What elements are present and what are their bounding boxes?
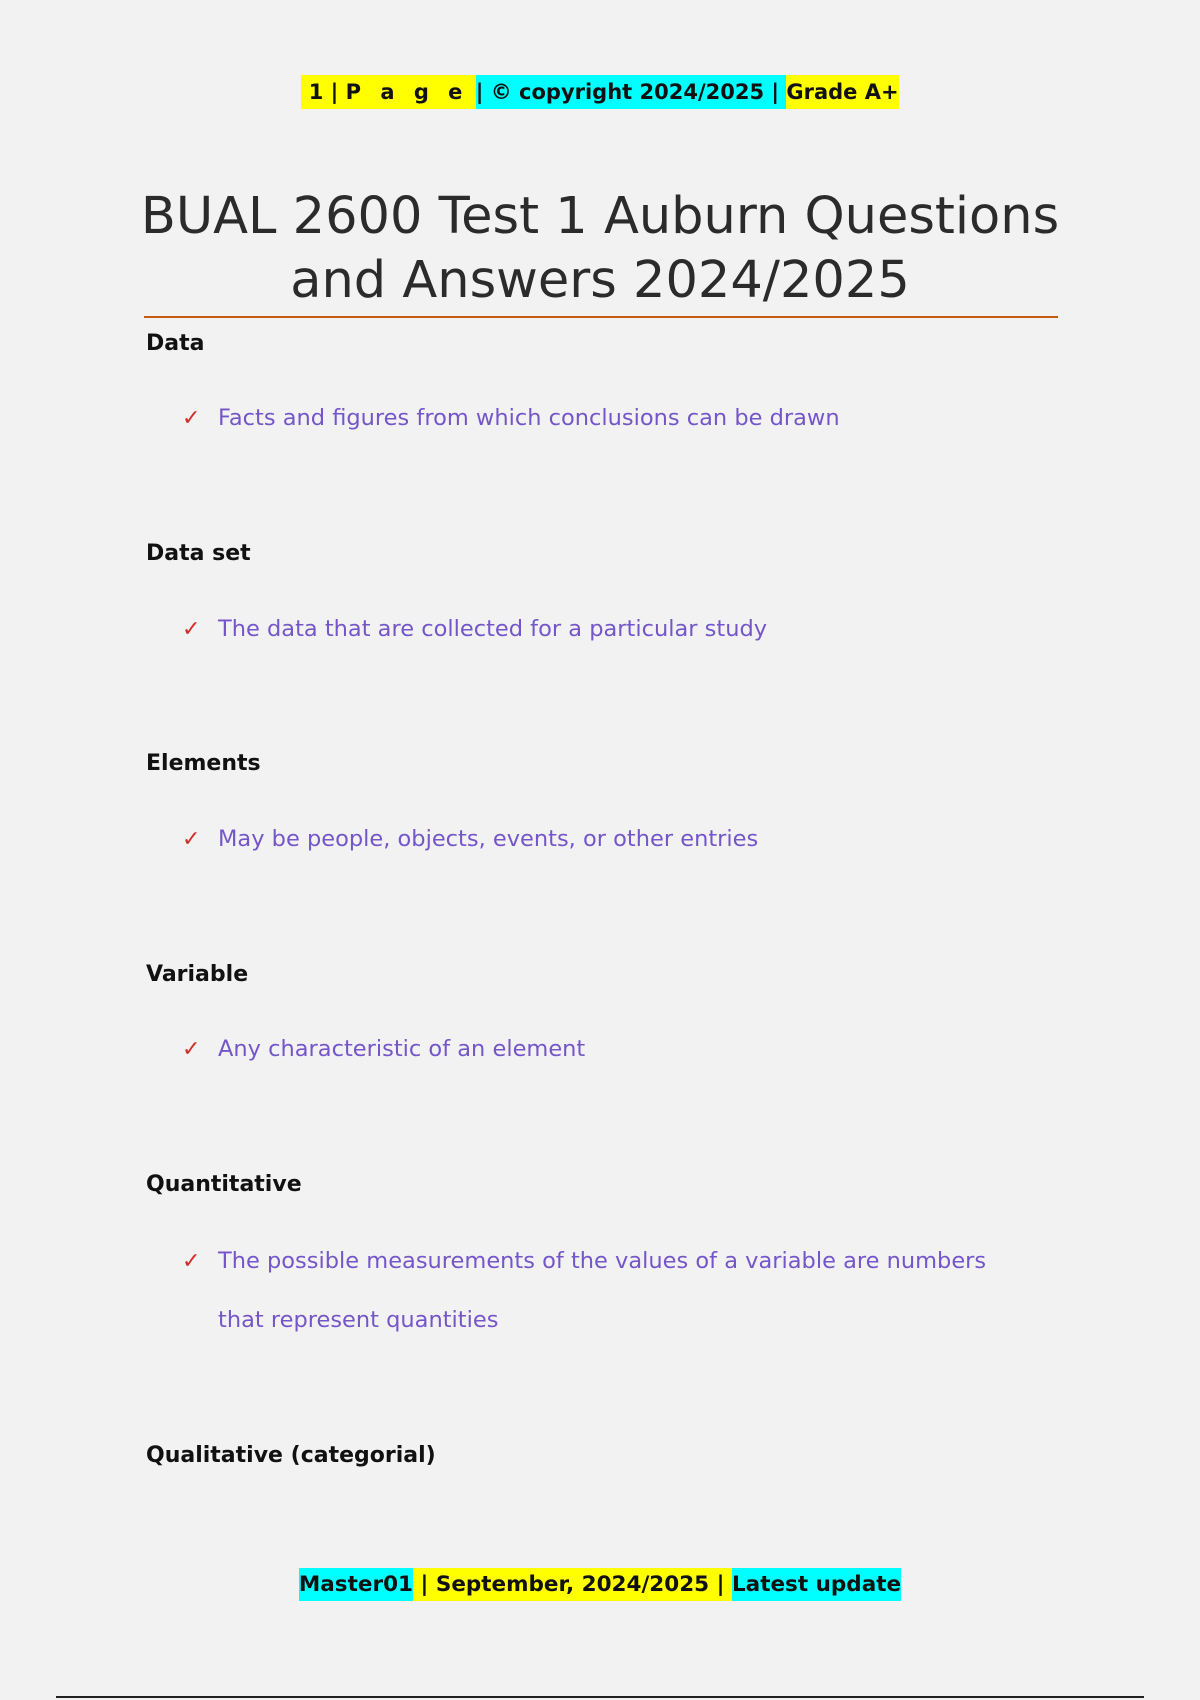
term-heading: Data set (146, 541, 251, 566)
page-number-label: 1 | P a g e (301, 75, 475, 109)
check-icon: ✓ (182, 1037, 201, 1062)
check-icon: ✓ (182, 827, 201, 852)
page-header (0, 74, 1200, 110)
answer-text: Any characteristic of an element (218, 1036, 586, 1062)
grade-badge: Grade A+ (786, 75, 898, 109)
answer-text: The data that are collected for a particular study (218, 616, 768, 642)
answer-item (182, 600, 1032, 659)
page-number: 1 (308, 80, 324, 104)
answer-text: May be people, objects, events, or other entries (218, 826, 759, 852)
answer-text: The possible measurements of the values of a variable are numbers that represent quantities (218, 1248, 987, 1333)
date-label: | September, 2024/2025 | (413, 1568, 732, 1601)
page-title-line-1: BUAL 2600 Test 1 Auburn Questions (140, 187, 1060, 246)
term-heading: Variable (146, 962, 249, 987)
answer-text: Facts and figures from which conclusions can be drawn (218, 405, 840, 431)
page-word: P a g e (345, 80, 469, 104)
footer-divider (56, 1696, 1144, 1698)
term-heading: Quantitative (146, 1172, 302, 1197)
check-icon: ✓ (182, 1249, 201, 1274)
term-heading: Qualitative (categorial) (146, 1443, 436, 1468)
copyright-label: | © copyright 2024/2025 | (476, 75, 787, 109)
page-title (120, 185, 1080, 313)
title-divider (144, 316, 1058, 318)
author-badge: Master01 (299, 1568, 413, 1601)
date-text: September, 2024/2025 (435, 1572, 710, 1597)
answer-item (182, 389, 1032, 448)
term-heading: Elements (146, 751, 261, 776)
page-footer (0, 1568, 1200, 1602)
answer-item (182, 1232, 1032, 1350)
status-badge: Latest update (732, 1568, 901, 1601)
answer-item (182, 1020, 1032, 1079)
check-icon: ✓ (182, 617, 201, 642)
term-heading: Data (146, 331, 205, 356)
page-title-line-2: and Answers 2024/2025 (290, 251, 910, 310)
check-icon: ✓ (182, 406, 201, 431)
answer-item (182, 810, 1032, 869)
copyright-text: © copyright 2024/2025 (490, 80, 772, 104)
